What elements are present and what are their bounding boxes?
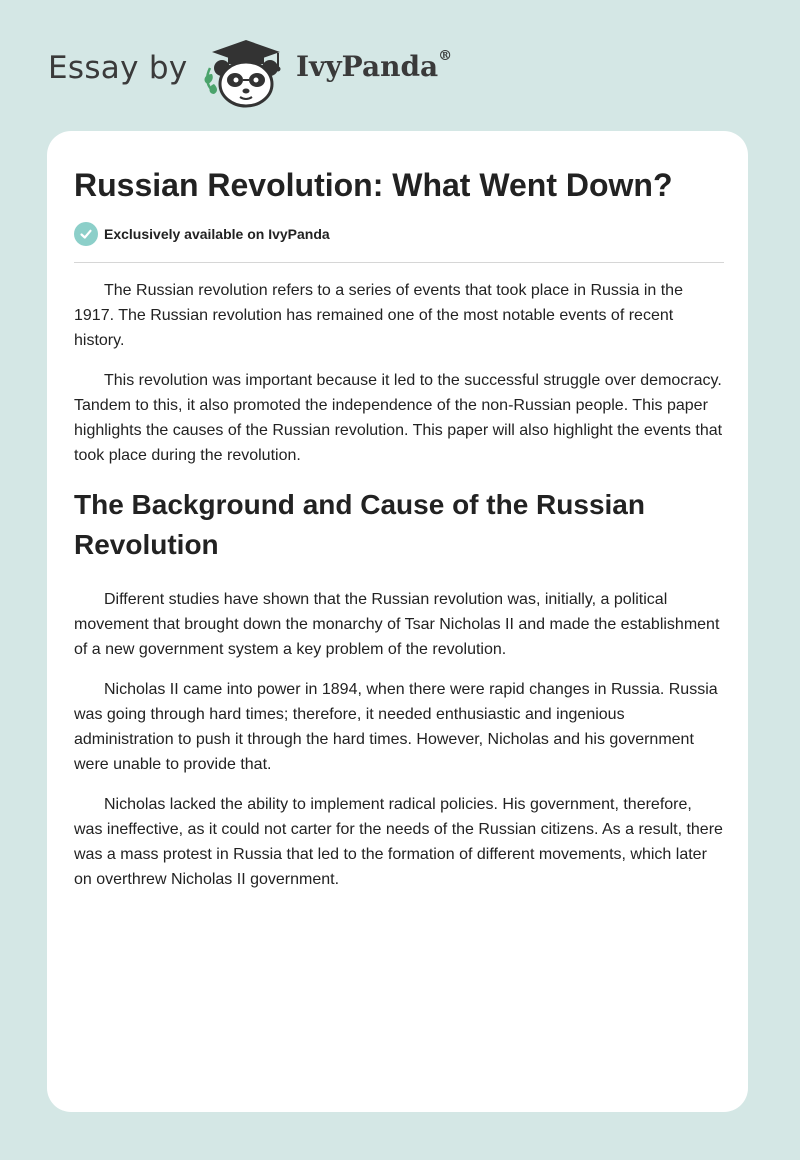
essay-card (47, 131, 748, 1112)
registered-mark: ® (438, 48, 453, 64)
paragraph: Nicholas II came into power in 1894, when there were rapid changes in Russia. Russia was going through hard times; therefore, it needed enthusiastic and ingenious administration to push it through the hard times. However, Nicholas and his government were unable to provide that. (74, 681, 718, 773)
title-divider (74, 262, 724, 263)
intro-section (74, 278, 724, 483)
panda-graduate-icon (200, 38, 292, 110)
checkmark-icon (74, 222, 98, 246)
essay-title: Russian Revolution: What Went Down? (74, 167, 673, 203)
background-section (74, 587, 724, 907)
exclusive-badge (74, 222, 330, 246)
site-header (0, 0, 800, 130)
paragraph: This revolution was important because it led to the successful struggle over democracy. Tandem to this, it also promoted the independence of the non-Russian people. This paper highlights the causes of the Russian revolution. This paper will also highlight the events that took place during the revolution. (74, 372, 723, 464)
section-heading: The Background and Cause of the Russian Revolution (74, 489, 645, 560)
paragraph: Different studies have shown that the Russian revolution was, initially, a political movement that brought down the monarchy of Tsar Nicholas II and made the establishment of a new government system a key problem of the revolution. (74, 591, 720, 658)
brand-logotype[interactable] (296, 50, 452, 83)
essay-by-label: Essay by (48, 50, 188, 86)
exclusive-badge-label: Exclusively available on IvyPanda (104, 226, 330, 242)
brand-name: IvyPanda (296, 50, 439, 83)
paragraph: The Russian revolution refers to a series of events that took place in Russia in the 1917. The Russian revolution has remained one of the most notable events of recent history. (74, 282, 683, 349)
paragraph: Nicholas lacked the ability to implement radical policies. His government, therefore, was ineffective, as it could not carter for the needs of the Russian citizens. As a result, there was a mass protest in Russia that led to the formation of different movements, which later on overthrew Nicholas II government. (74, 796, 723, 888)
